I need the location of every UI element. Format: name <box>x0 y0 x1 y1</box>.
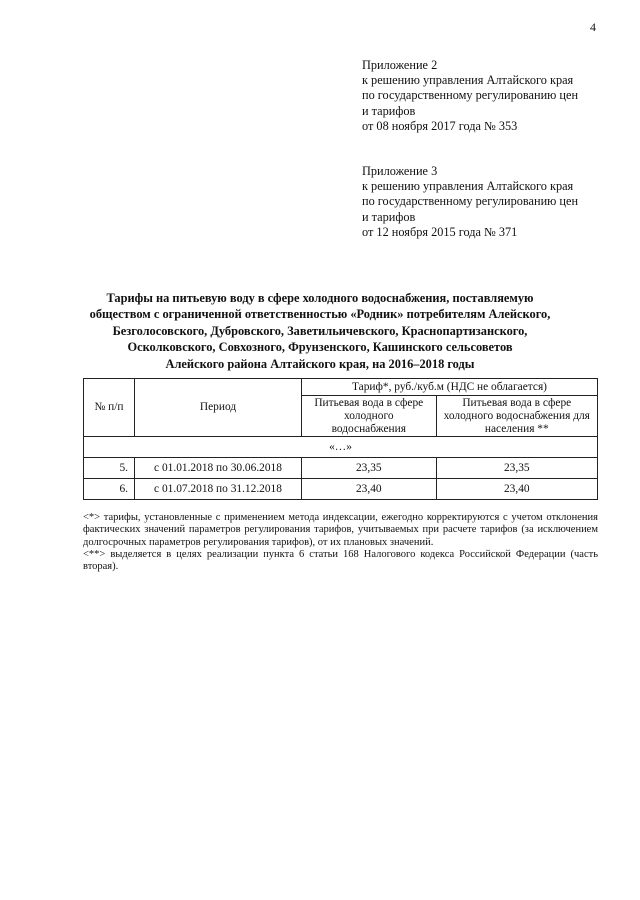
appendix-line: Приложение 2 <box>362 58 438 72</box>
header-drinking-water: Питьевая вода в сфере холодного водоснабжения <box>302 396 437 437</box>
appendix-line: и тарифов <box>362 209 416 224</box>
appendix-line: Приложение 3 <box>362 164 438 178</box>
cell-tariff-population: 23,40 <box>436 479 597 500</box>
cell-tariff: 23,40 <box>302 479 437 500</box>
cell-tariff: 23,35 <box>302 458 437 479</box>
appendix-line: от 08 ноября 2017 года № 353 <box>362 118 518 133</box>
appendix-line: и тарифов <box>362 103 416 118</box>
appendix-2-block <box>362 58 612 134</box>
title-line: обществом с ограниченной ответственностью «Родник» потребителям Алейского, <box>89 307 551 322</box>
header-num: № п/п <box>84 379 135 437</box>
cell-period: с 01.01.2018 по 30.06.2018 <box>135 458 302 479</box>
table-row <box>84 458 598 479</box>
header-period: Период <box>135 379 302 437</box>
footnote-2: <**> выделяется в целях реализации пункта 6 статьи 168 Налогового кодекса Российской Федерации (часть вторая). <box>83 548 598 573</box>
cell-num: 6. <box>84 479 135 500</box>
cell-period: с 01.07.2018 по 31.12.2018 <box>135 479 302 500</box>
ellipsis-row <box>84 437 598 458</box>
page-number: 4 <box>590 20 596 34</box>
cell-tariff-population: 23,35 <box>436 458 597 479</box>
appendix-line: по государственному регулированию цен <box>362 88 579 103</box>
ellipsis-cell: «…» <box>84 437 598 458</box>
cell-num: 5. <box>84 458 135 479</box>
title-line: Осколковского, Совхозного, Фрунзенского, Кашинского сельсоветов <box>127 340 513 355</box>
appendix-line: по государственному регулированию цен <box>362 194 579 209</box>
tariff-table <box>83 378 598 500</box>
title-line: Безголосовского, Дубровского, Заветильичевского, Краснопартизанского, <box>112 323 528 338</box>
title-line: Алейского района Алтайского края, на 2016–2018 годы <box>165 356 475 371</box>
footnotes <box>83 512 598 573</box>
table-header-row <box>84 379 598 396</box>
appendix-line: от 12 ноября 2015 года № 371 <box>362 224 518 239</box>
title-line: Тарифы на питьевую воду в сфере холодного водоснабжения, поставляемую <box>106 291 534 305</box>
header-drinking-water-population: Питьевая вода в сфере холодного водоснабжения для населения ** <box>436 396 597 437</box>
footnote-1: <*> тарифы, установленные с применением метода индексации, ежегодно корректируются с учетом отклонения фактических значений параметров регулирования тарифов, учитываемых при расчете тарифов (за исключением долгосрочных параметров регулирования тарифов), от их плановых значений. <box>83 512 598 548</box>
appendix-line: к решению управления Алтайского края <box>362 73 574 88</box>
document-title <box>60 290 580 372</box>
appendix-3-block <box>362 164 612 240</box>
header-tariff-group: Тариф*, руб./куб.м (НДС не облагается) <box>302 379 598 396</box>
table-row <box>84 479 598 500</box>
appendix-line: к решению управления Алтайского края <box>362 179 574 194</box>
